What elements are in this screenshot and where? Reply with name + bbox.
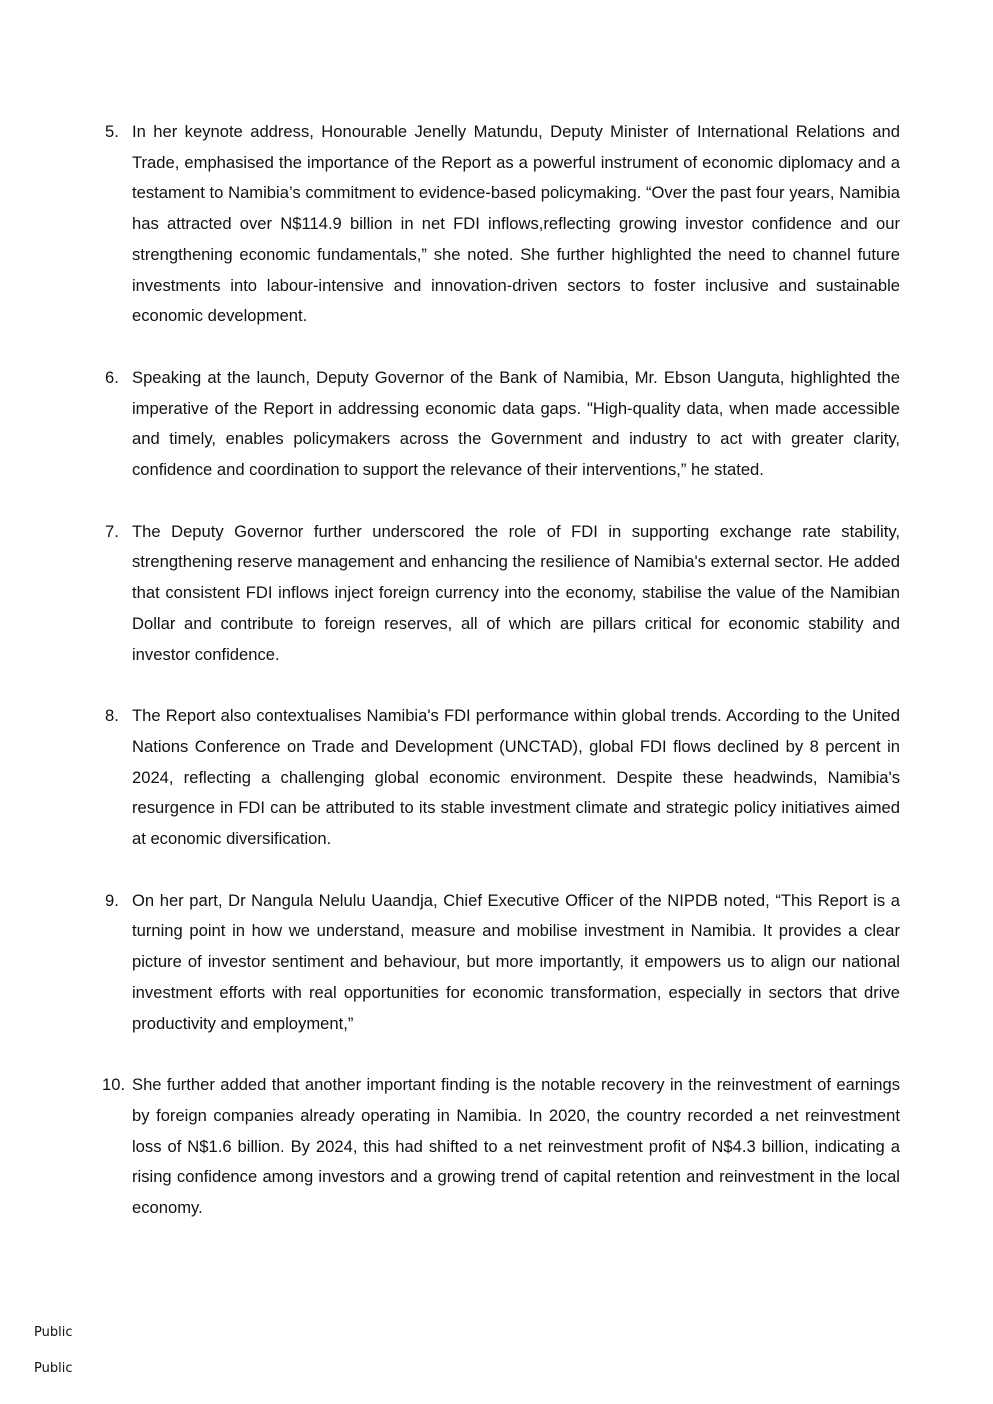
paragraph-number: 10. xyxy=(102,1075,126,1095)
paragraph-5 xyxy=(100,117,900,332)
footer-classification-label: Public xyxy=(34,1325,73,1340)
paragraph-8 xyxy=(100,701,900,855)
paragraph-number: 5. xyxy=(105,122,119,141)
paragraph-number: 9. xyxy=(105,890,119,910)
paragraph-7 xyxy=(100,517,900,671)
paragraph-text: The Report also contextualises Namibia's FDI performance within global trends. According to the United Nations Conference on Trade and Development (UNCTAD), global FDI flows declined by 8 percent in 2024, reflecting a challenging global economic environment. Despite these headwinds, Namibia's resurgence in FDI can be attributed to its stable investment climate and strategic policy initiatives aimed at economic diversification. xyxy=(132,706,900,849)
paragraph-text: Speaking at the launch, Deputy Governor of the Bank of Namibia, Mr. Ebson Uanguta, highlighted the imperative of the Report in addressing economic data gaps. "High-quality data, when made accessible and timely, enables policymakers across the Government and industry to act with greater clarity, confidence and coordination to support the relevance of their interventions,” he stated. xyxy=(132,367,900,480)
paragraph-10 xyxy=(100,1070,900,1224)
footer-classification-label: Public xyxy=(34,1361,73,1376)
paragraph-9 xyxy=(100,886,900,1040)
paragraph-text: On her part, Dr Nangula Nelulu Uaandja, Chief Executive Officer of the NIPDB noted, “This Report is a turning point in how we understand, measure and mobilise investment in Namibia. It provides a clear picture of investor sentiment and behaviour, but more importantly, it empowers us to align our national investment efforts with real opportunities for economic transformation, especially in sectors that drive productivity and employment,” xyxy=(132,890,900,1033)
numbered-paragraph-list xyxy=(100,117,900,1255)
paragraph-text: She further added that another important finding is the notable recovery in the reinvestment of earnings by foreign companies already operating in Namibia. In 2020, the country recorded a net reinvestment loss of N$1.6 billion. By 2024, this had shifted to a net reinvestment profit of N$4.3 billion, indicating a rising confidence among investors and a growing trend of capital retention and reinvestment in the local economy. xyxy=(132,1075,900,1218)
paragraph-text: The Deputy Governor further underscored the role of FDI in supporting exchange rate stability, strengthening reserve management and enhancing the resilience of Namibia's external sector. He added that consistent FDI inflows inject foreign currency into the economy, stabilise the value of the Namibian Dollar and contribute to foreign reserves, all of which are pillars critical for economic stability and investor confidence. xyxy=(132,521,900,664)
paragraph-number: 8. xyxy=(105,706,119,726)
paragraph-number: 6. xyxy=(105,367,119,387)
paragraph-text: In her keynote address, Honourable Jenelly Matundu, Deputy Minister of International Relations and Trade, emphasised the importance of the Report as a powerful instrument of economic diplomacy and a testament to Namibia’s commitment to evidence-based policymaking. “Over the past four years, Namibia has attracted over N$114.9 billion in net FDI inflows,reflecting growing investor confidence and our strengthening economic fundamentals,” she noted. She further highlighted the need to channel future investments into labour-intensive and innovation-driven sectors to foster inclusive and sustainable economic development. xyxy=(132,122,900,326)
paragraph-number: 7. xyxy=(105,521,119,541)
paragraph-6 xyxy=(100,363,900,486)
